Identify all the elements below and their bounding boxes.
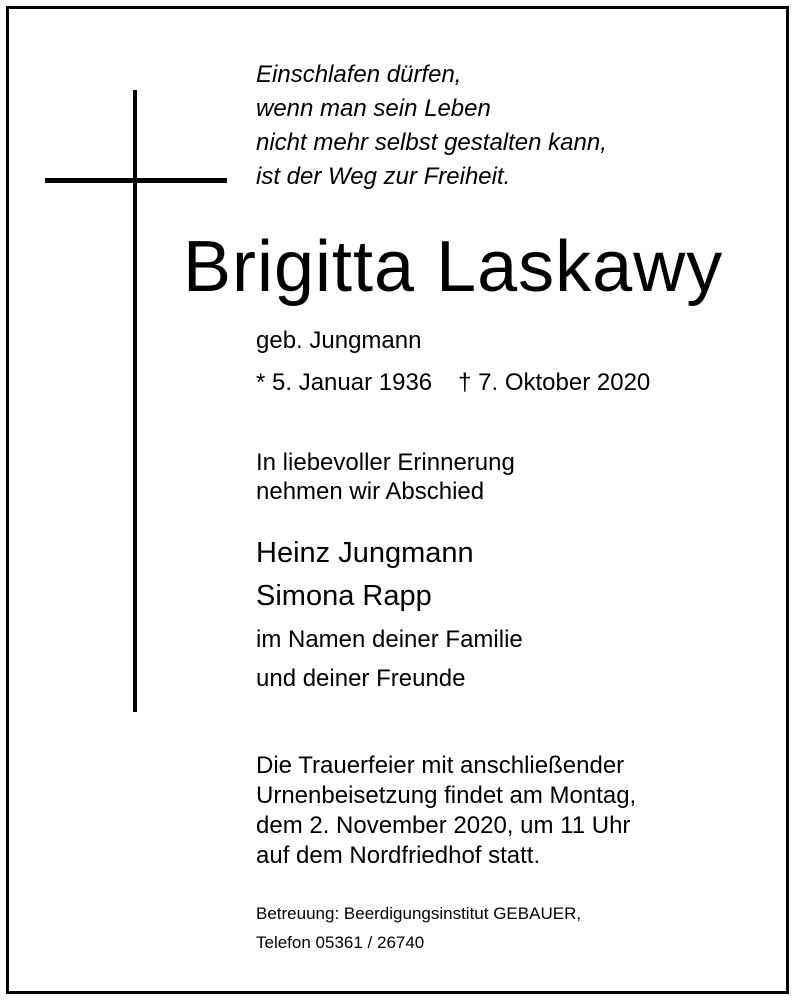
memory-line: nehmen wir Abschied [256,478,485,505]
deceased-name: Brigitta Laskawy [183,227,724,307]
poem-line: nicht mehr selbst gestalten kann, [256,129,607,156]
ceremony-line: dem 2. November 2020, um 11 Uhr [256,812,631,839]
mourner-name: Heinz Jungmann [256,537,474,569]
funeral-service-info [256,899,581,957]
mourner-names [256,532,474,618]
memory-line: In liebevoller Erinnerung [256,449,515,476]
ceremony-line: auf dem Nordfriedhof statt. [256,842,541,869]
behalf-line: und deiner Freunde [256,665,466,692]
mourner-name: Simona Rapp [256,580,432,612]
death-date: † 7. Oktober 2020 [458,369,651,396]
ceremony-line: Urnenbeisetzung findet am Montag, [256,782,637,809]
birth-date: * 5. Januar 1936 [256,369,433,396]
birth-name: geb. Jungmann [256,327,422,354]
cross-icon-vertical-bar [133,90,137,712]
behalf-text [256,620,523,698]
ceremony-line: Die Trauerfeier mit anschließender [256,752,625,779]
funeral-home: Betreuung: Beerdigungsinstitut GEBAUER, [256,904,582,923]
memory-text [256,448,515,506]
poem [256,58,607,194]
behalf-line: im Namen deiner Familie [256,626,523,653]
phone-number: Telefon 05361 / 26740 [256,933,425,952]
cross-icon-horizontal-bar [45,178,227,183]
poem-line: ist der Weg zur Freiheit. [256,163,511,190]
poem-line: Einschlafen dürfen, [256,61,462,88]
ceremony-notice [256,751,636,871]
life-dates [256,367,650,399]
poem-line: wenn man sein Leben [256,95,491,122]
